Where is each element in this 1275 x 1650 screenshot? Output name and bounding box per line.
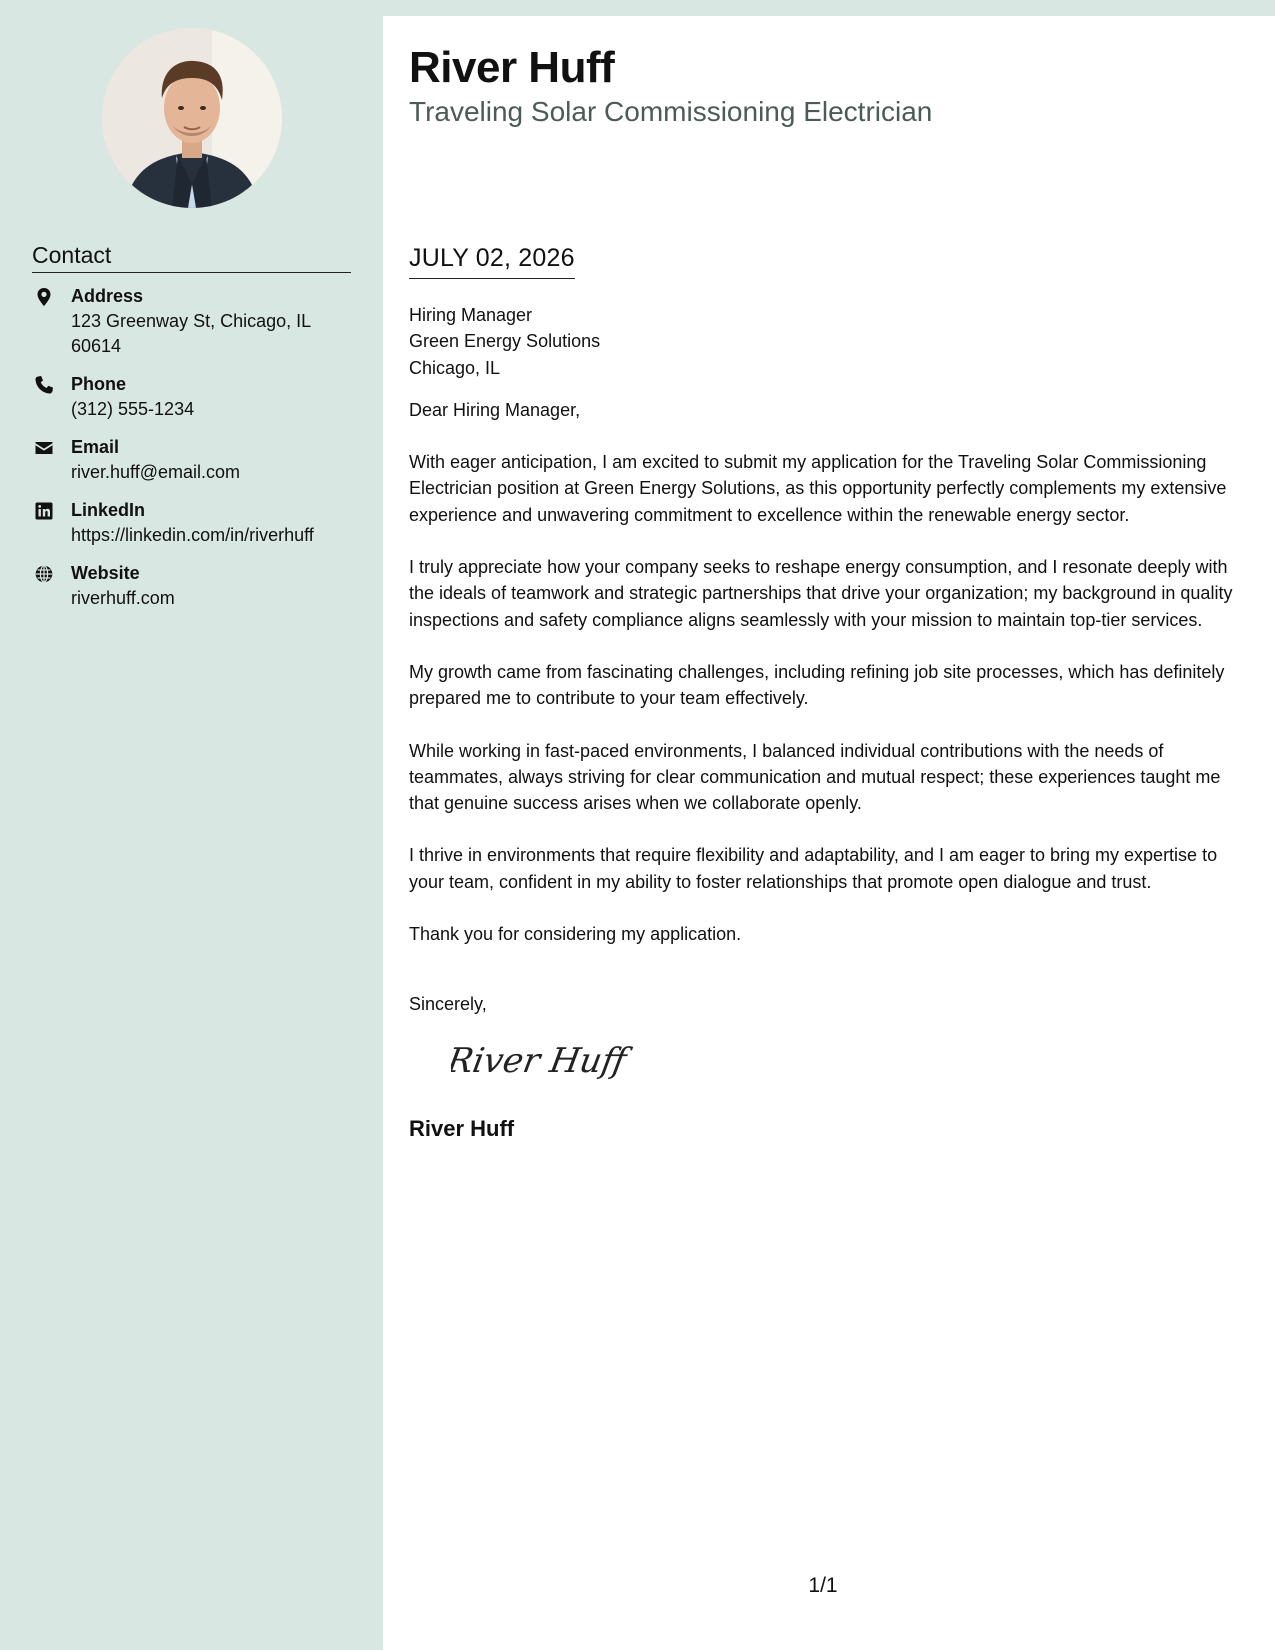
contact-item-linkedin [32, 498, 362, 548]
letter-body [409, 302, 1254, 1143]
closing: Sincerely, [409, 994, 487, 1015]
contact-item-address [32, 284, 362, 359]
contact-item-email [32, 435, 362, 485]
page-number: 1/1 [808, 1574, 838, 1597]
recipient-line: Green Energy Solutions [409, 331, 601, 352]
recipient-line: Hiring Manager [409, 305, 533, 325]
globe-icon [34, 564, 54, 584]
signed-name: River Huff [409, 1115, 515, 1141]
linkedin-icon [34, 501, 54, 521]
letter-date: JULY 02, 2026 [409, 242, 575, 279]
applicant-name: River Huff [409, 43, 615, 92]
body-paragraph: I thrive in environments that require flexibility and adaptability, and I am eager to bring my expertise to your team, confident in my ability to foster relationships that promote open dialogue and trust. [409, 845, 1218, 892]
body-paragraph: Thank you for considering my application. [409, 924, 742, 945]
job-title: Traveling Solar Commissioning Electrician [409, 96, 933, 127]
contact-item-website [32, 561, 362, 611]
sidebar [0, 0, 383, 1650]
letter-main [383, 16, 1275, 1650]
body-paragraph: I truly appreciate how your company seeks to reshape energy consumption, and I resonate deeply with the ideals of teamwork and strategic partnerships that drive your organization; my background in quality inspections and safety compliance aligns seamlessly with your mission to maintain top-tier services. [409, 557, 1233, 630]
signature-text: River Huff [451, 1040, 630, 1081]
recipient-block [409, 302, 1254, 381]
contact-value-phone: (312) 555-1234 [71, 399, 195, 419]
body-paragraph: My growth came from fascinating challenges, including refining job site processes, which has definitely prepared me to contribute to your team effectively. [409, 661, 1225, 709]
contact-label-phone: Phone [71, 374, 127, 394]
body-paragraph: While working in fast-paced environments, I balanced individual contributions with the needs of teammates, always striving for clear communication and mutual respect; these experiences taught me that genuine success arises when we collaborate openly. [409, 740, 1221, 814]
contact-list [32, 284, 362, 624]
contact-value-address: 123 Greenway St, Chicago, IL 60614 [71, 311, 311, 356]
contact-item-phone [32, 372, 362, 422]
envelope-icon [34, 438, 54, 458]
contact-value-linkedin[interactable]: https://linkedin.com/in/riverhuff [71, 525, 314, 545]
profile-photo [102, 28, 282, 208]
profile-photo-illustration [102, 28, 282, 208]
phone-icon [34, 375, 54, 395]
body-paragraph: With eager anticipation, I am excited to submit my application for the Traveling Solar Commissioning Electrician position at Green Energy Solutions, as this opportunity perfectly complements my extensive experience and unwavering commitment to excellence within the renewable energy sector. [409, 452, 1227, 525]
salutation: Dear Hiring Manager, [409, 399, 581, 420]
contact-heading: Contact [32, 240, 351, 273]
contact-label-linkedin: LinkedIn [71, 500, 146, 520]
contact-value-email: river.huff@email.com [71, 462, 240, 482]
contact-label-address: Address [71, 286, 144, 306]
contact-value-website[interactable]: riverhuff.com [71, 588, 175, 608]
contact-label-website: Website [71, 563, 140, 583]
handwritten-signature [451, 1030, 641, 1090]
map-pin-icon [34, 287, 54, 307]
contact-label-email: Email [71, 437, 120, 457]
recipient-line: Chicago, IL [409, 357, 501, 378]
